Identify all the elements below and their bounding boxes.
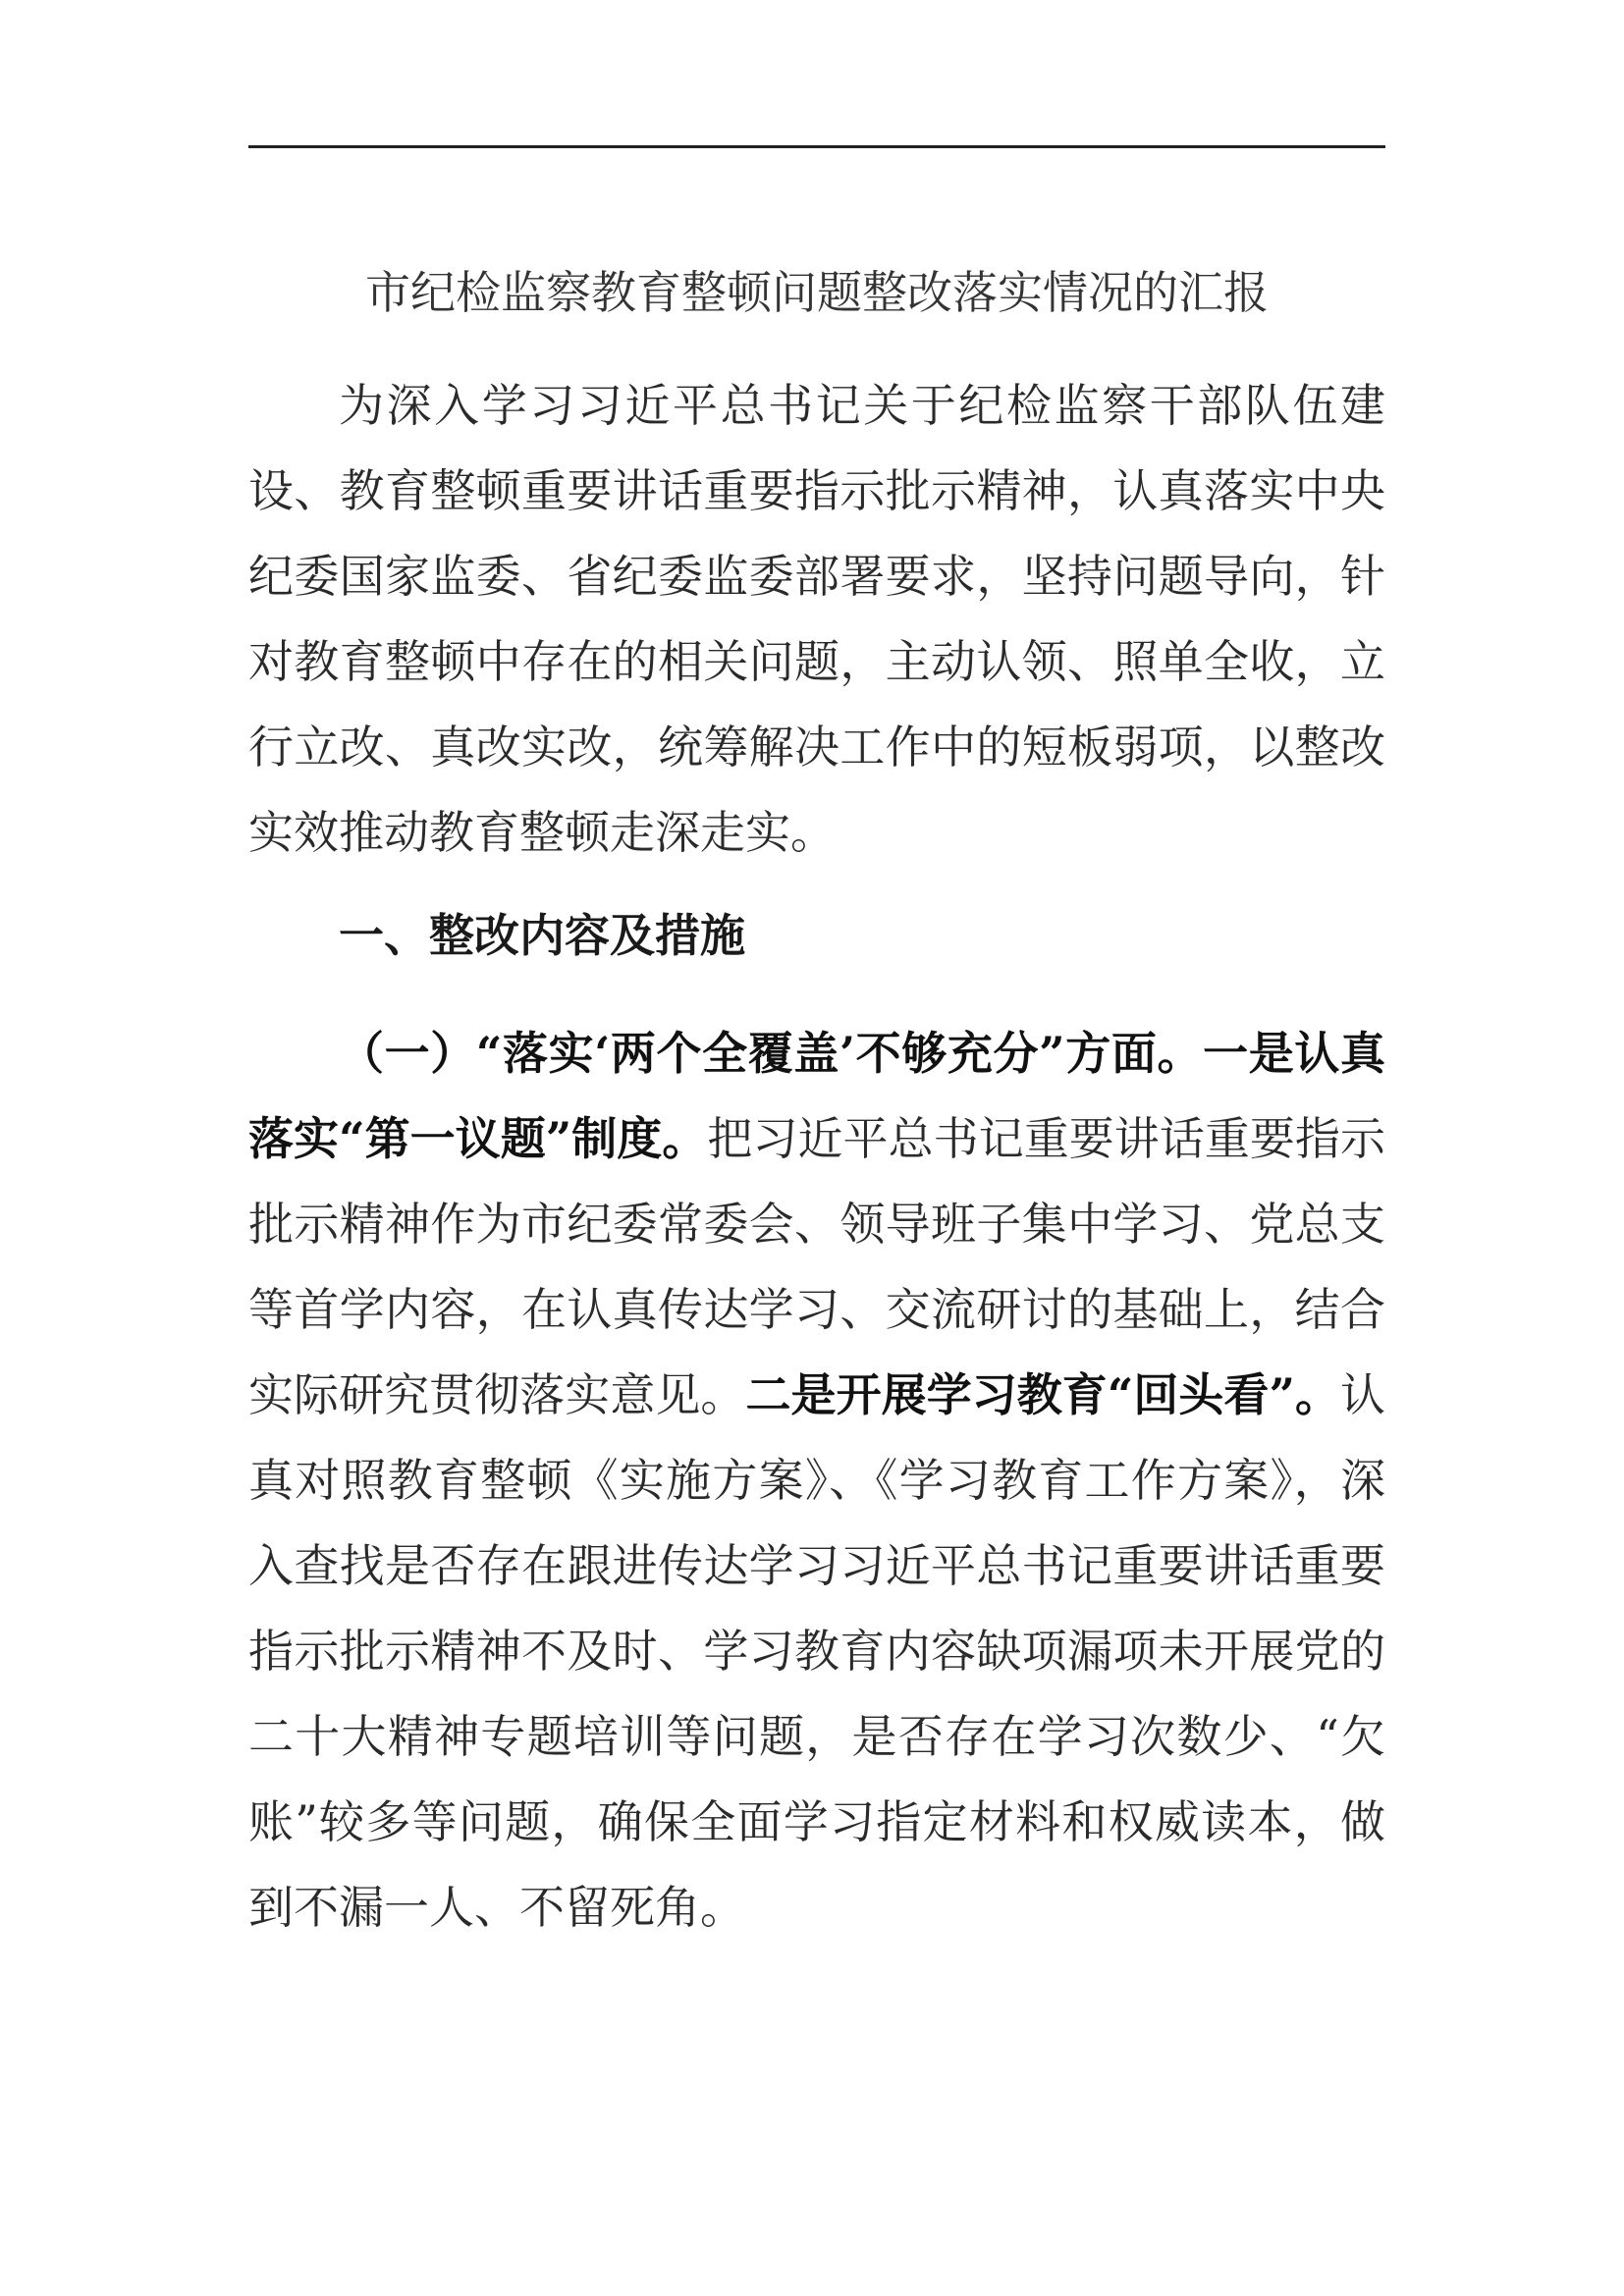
document-title: 市纪检监察教育整顿问题整改落实情况的汇报	[365, 266, 1269, 319]
measures-paragraph	[248, 1011, 1385, 1950]
intro-paragraph: 为深入学习习近平总书记关于纪检监察干部队伍建设、教育整顿重要讲话重要指示批示精神，认真落实中央纪委国家监委、省纪委监委部署要求，坚持问题导向，针对教育整顿中存在的相关问题，主动认领、照单全收，立行立改、真改实改，统筹解决工作中的短板弱项，以整改实效推动教育整顿走深走实。	[248, 379, 1385, 859]
header-rule	[248, 145, 1385, 148]
measure-1-heading: （一）“落实‘两个全覆盖’不够充分”方面。一是认真落实“第一议题”制度。	[248, 1027, 1385, 1165]
measure-2-heading: 二是开展学习教育“回头看”。	[745, 1368, 1341, 1421]
section-heading-1: 一、整改内容及措施	[339, 909, 745, 962]
measure-2-text: 认真对照教育整顿《实施方案》、《学习教育工作方案》，深入查找是否存在跟进传达学习习近平总书记重要讲话重要指示批示精神不及时、学习教育内容缺项漏项未开展党的二十大精神专题培训等问题，是否存在学习次数少、“欠账”较多等问题，确保全面学习指定材料和权威读本，做到不漏一人、不留死角。	[248, 1368, 1386, 1934]
measure-1-text: 把习近平总书记重要讲话重要指示批示精神作为市纪委常委会、领导班子集中学习、党总支等首学内容，在认真传达学习、交流研讨的基础上，结合实际研究贯彻落实意见。	[248, 1112, 1386, 1421]
